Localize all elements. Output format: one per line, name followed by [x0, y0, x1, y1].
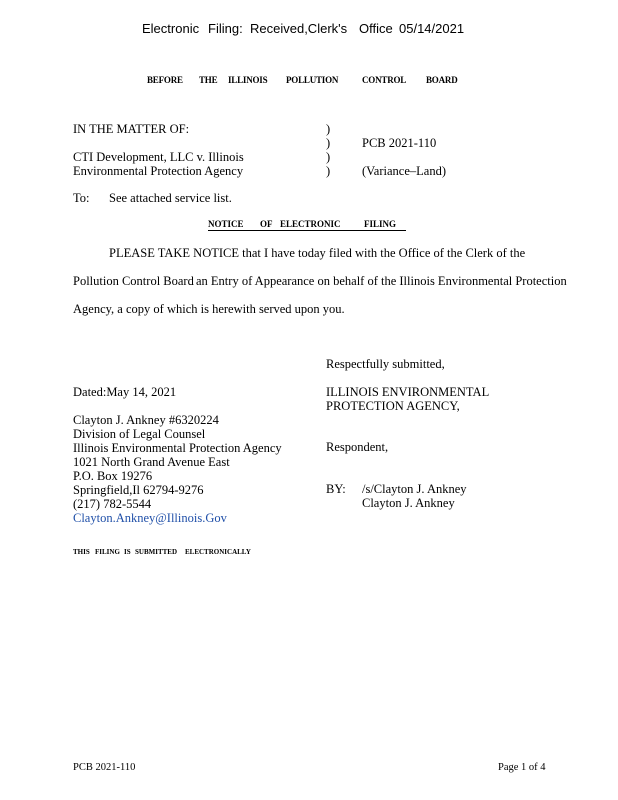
notice-line-1: PLEASE TAKE NOTICE that I have today filed with the Office of the Clerk of the [109, 246, 526, 260]
board-title-word: BEFORE [147, 75, 183, 85]
notice-line-2a: Pollution Control Board [73, 274, 194, 288]
caption-bracket: ) [326, 150, 331, 164]
board-title-word: BOARD [426, 75, 458, 85]
electronic-note-word: ELECTRONICALLY [185, 548, 251, 556]
electronic-note-word: THIS [73, 548, 90, 556]
notice-title-word: NOTICE [208, 219, 244, 229]
notice-line-3: Agency, a copy of which is herewith served upon you. [73, 302, 345, 316]
notice-title-word: FILING [364, 219, 397, 229]
caption-bracket: ) [326, 136, 331, 150]
to-label: To: [73, 191, 90, 205]
stamp-office: Office [359, 21, 393, 36]
notice-title-word: OF [260, 219, 273, 229]
board-title-word: THE [199, 75, 218, 85]
attorney-city: Springfield,Il 62794-9276 [73, 483, 204, 497]
respectfully-submitted: Respectfully submitted, [326, 357, 445, 371]
attorney-po-box: P.O. Box 19276 [73, 469, 153, 483]
attorney-division: Division of Legal Counsel [73, 427, 206, 441]
caption-bracket: ) [326, 122, 331, 136]
agency-line-2: PROTECTION AGENCY, [326, 399, 460, 413]
attorney-phone: (217) 782-5544 [73, 497, 152, 511]
attorney-name: Clayton J. Ankney #6320224 [73, 413, 219, 427]
respondent-label: Respondent, [326, 440, 389, 454]
board-title-word: CONTROL [362, 75, 407, 85]
case-type: (Variance–Land) [362, 164, 446, 178]
dated: Dated:May 14, 2021 [73, 385, 177, 399]
footer-page-number: Page 1 of 4 [498, 762, 546, 773]
electronic-note-word: FILING [95, 548, 120, 556]
stamp-filing: Filing: [208, 21, 243, 36]
footer-case-number: PCB 2021-110 [73, 762, 136, 773]
notice-title [208, 219, 406, 231]
stamp-electronic: Electronic [142, 21, 200, 36]
stamp-received: Received,Clerk's [250, 21, 348, 36]
party-line-2: Environmental Protection Agency [73, 164, 244, 178]
by-name: Clayton J. Ankney [362, 496, 455, 510]
stamp-date: 05/14/2021 [399, 21, 465, 36]
board-title-word: POLLUTION [286, 75, 339, 85]
agency-line-1: ILLINOIS ENVIRONMENTAL [326, 385, 490, 399]
by-label: BY: [326, 482, 346, 496]
by-signature: /s/Clayton J. Ankney [362, 482, 467, 496]
electronic-note-word: SUBMITTED [135, 548, 178, 556]
attorney-email-link[interactable]: Clayton.Ankney@Illinois.Gov [73, 511, 227, 525]
board-title-word: ILLINOIS [228, 75, 268, 85]
attorney-agency: Illinois Environmental Protection Agency [73, 441, 282, 455]
caption-bracket: ) [326, 164, 331, 178]
case-number: PCB 2021-110 [362, 136, 437, 150]
party-line-1: CTI Development, LLC v. Illinois [73, 150, 244, 164]
notice-line-2b: an Entry of Appearance on behalf of the Illinois Environmental Protection [196, 274, 567, 288]
to-text: See attached service list. [109, 191, 232, 205]
electronic-note-word: IS [124, 548, 131, 556]
in-the-matter-of: IN THE MATTER OF: [73, 122, 190, 136]
notice-title-word: ELECTRONIC [280, 219, 341, 229]
attorney-street: 1021 North Grand Avenue East [73, 455, 230, 469]
